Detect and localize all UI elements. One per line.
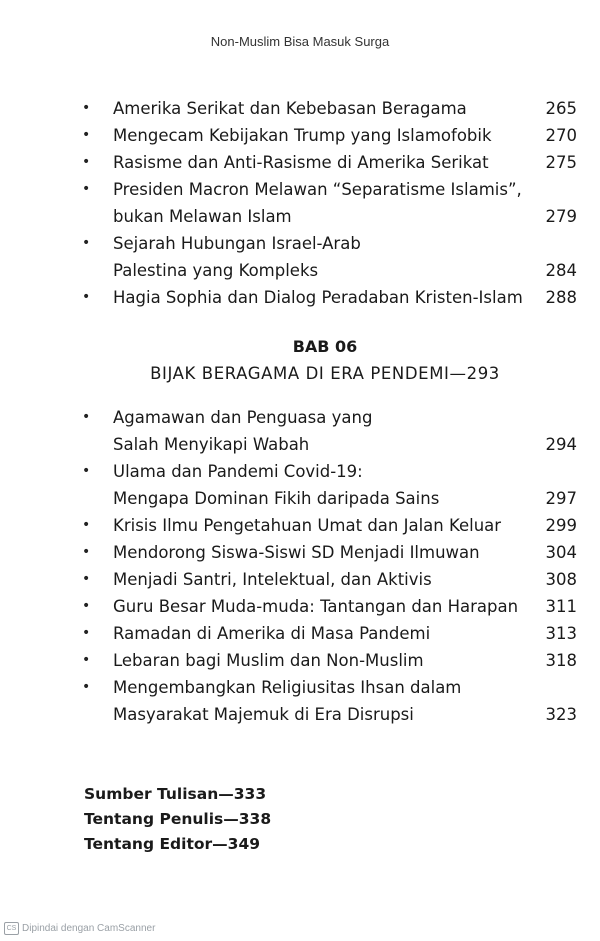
bullet-icon: • bbox=[82, 181, 91, 197]
toc-entry-line bbox=[82, 284, 577, 311]
running-head: Non-Muslim Bisa Masuk Surga bbox=[210, 34, 390, 49]
bullet-icon: • bbox=[82, 463, 91, 479]
toc-entry-title: Palestina yang Kompleks bbox=[113, 261, 319, 280]
toc-entry-line bbox=[82, 176, 577, 203]
toc-entry bbox=[82, 458, 577, 512]
toc-entry-line bbox=[82, 203, 577, 230]
toc-entry-line bbox=[82, 95, 577, 122]
toc-entry-title: Sejarah Hubungan Israel-Arab bbox=[113, 234, 361, 253]
toc-entry bbox=[82, 149, 577, 176]
bullet-icon: • bbox=[82, 652, 91, 668]
backmatter-item: Tentang Penulis—338 bbox=[84, 810, 272, 828]
bullet-icon: • bbox=[82, 154, 91, 170]
toc-page-number: 297 bbox=[545, 489, 577, 508]
toc-entry-title: bukan Melawan Islam bbox=[113, 207, 292, 226]
bullet-icon: • bbox=[82, 679, 91, 695]
toc-entry bbox=[82, 176, 577, 230]
toc-page-number: 313 bbox=[545, 624, 577, 643]
toc-page-number: 294 bbox=[545, 435, 577, 454]
toc-entry-line bbox=[82, 566, 577, 593]
toc-entry-title: Hagia Sophia dan Dialog Peradaban Kristen-Islam bbox=[113, 288, 523, 307]
toc-entry bbox=[82, 566, 577, 593]
backmatter-item: Tentang Editor—349 bbox=[84, 835, 261, 853]
toc-entry-title: Salah Menyikapi Wabah bbox=[113, 435, 310, 454]
bullet-icon: • bbox=[82, 289, 91, 305]
toc-entry-line bbox=[82, 647, 577, 674]
bullet-icon: • bbox=[82, 598, 91, 614]
toc-entry bbox=[82, 404, 577, 458]
toc-entry-line bbox=[82, 404, 577, 431]
toc-page-number: 318 bbox=[545, 651, 577, 670]
toc-entry bbox=[82, 620, 577, 647]
toc-entry-line bbox=[82, 122, 577, 149]
bullet-icon: • bbox=[82, 409, 91, 425]
bullet-icon: • bbox=[82, 235, 91, 251]
toc-entry-line bbox=[82, 458, 577, 485]
toc-entry-title: Masyarakat Majemuk di Era Disrupsi bbox=[113, 705, 414, 724]
toc-entry-line bbox=[82, 593, 577, 620]
toc-entry bbox=[82, 593, 577, 620]
toc-entry-title: Ramadan di Amerika di Masa Pandemi bbox=[113, 624, 431, 643]
toc-entry-title: Amerika Serikat dan Kebebasan Beragama bbox=[113, 99, 467, 118]
toc-entry-title: Agamawan dan Penguasa yang bbox=[113, 408, 373, 427]
toc-entry-line bbox=[82, 512, 577, 539]
toc-entry bbox=[82, 122, 577, 149]
toc-page-number: 279 bbox=[545, 207, 577, 226]
toc-entry-title: Guru Besar Muda-muda: Tantangan dan Harapan bbox=[113, 597, 519, 616]
toc-entry-title: Mengapa Dominan Fikih daripada Sains bbox=[113, 489, 440, 508]
toc-entry bbox=[82, 539, 577, 566]
toc-page-number: 323 bbox=[545, 705, 577, 724]
camscanner-logo-icon: CS bbox=[4, 922, 19, 935]
toc-entry-title: Mengecam Kebijakan Trump yang Islamofobik bbox=[113, 126, 492, 145]
toc-page-number: 270 bbox=[545, 126, 577, 145]
backmatter-list bbox=[84, 782, 271, 857]
toc-page-number: 288 bbox=[545, 288, 577, 307]
toc-list-section-one bbox=[82, 95, 577, 311]
toc-entry-line bbox=[82, 539, 577, 566]
toc-page-number: 299 bbox=[545, 516, 577, 535]
toc-entry-line bbox=[82, 485, 577, 512]
toc-entry-title: Mengembangkan Religiusitas Ihsan dalam bbox=[113, 678, 462, 697]
backmatter-item: Sumber Tulisan—333 bbox=[84, 785, 267, 803]
chapter-label: BAB 06 bbox=[292, 337, 358, 356]
toc-list-section-two bbox=[82, 404, 577, 728]
toc-entry-line bbox=[82, 674, 577, 701]
toc-entry-title: Lebaran bagi Muslim dan Non-Muslim bbox=[113, 651, 424, 670]
toc-entry bbox=[82, 230, 577, 284]
toc-page-number: 265 bbox=[545, 99, 577, 118]
toc-entry bbox=[82, 284, 577, 311]
toc-page-number: 304 bbox=[545, 543, 577, 562]
toc-entry bbox=[82, 647, 577, 674]
toc-entry-line bbox=[82, 620, 577, 647]
toc-entry-line bbox=[82, 257, 577, 284]
chapter-title: BIJAK BERAGAMA DI ERA PENDEMI—293 bbox=[150, 364, 500, 383]
toc-entry-title: Presiden Macron Melawan “Separatisme Islamis”, bbox=[113, 180, 522, 199]
toc-page-number: 311 bbox=[545, 597, 577, 616]
toc-entry-line bbox=[82, 230, 577, 257]
toc-entry-title: Ulama dan Pandemi Covid-19: bbox=[113, 462, 363, 481]
bullet-icon: • bbox=[82, 100, 91, 116]
toc-entry-title: Mendorong Siswa-Siswi SD Menjadi Ilmuwan bbox=[113, 543, 480, 562]
bullet-icon: • bbox=[82, 517, 91, 533]
bullet-icon: • bbox=[82, 544, 91, 560]
toc-entry bbox=[82, 674, 577, 728]
toc-entry-line bbox=[82, 149, 577, 176]
toc-entry-title: Krisis Ilmu Pengetahuan Umat dan Jalan Keluar bbox=[113, 516, 502, 535]
toc-entry-title: Rasisme dan Anti-Rasisme di Amerika Serikat bbox=[113, 153, 489, 172]
bullet-icon: • bbox=[82, 571, 91, 587]
toc-entry bbox=[82, 512, 577, 539]
toc-entry-line bbox=[82, 431, 577, 458]
toc-entry-line bbox=[82, 701, 577, 728]
scanner-watermark bbox=[4, 922, 155, 935]
toc-page-number: 275 bbox=[545, 153, 577, 172]
toc-entry-title: Menjadi Santri, Intelektual, dan Aktivis bbox=[113, 570, 432, 589]
toc-page-number: 284 bbox=[545, 261, 577, 280]
toc-page-number: 308 bbox=[545, 570, 577, 589]
bullet-icon: • bbox=[82, 127, 91, 143]
bullet-icon: • bbox=[82, 625, 91, 641]
toc-entry bbox=[82, 95, 577, 122]
scanner-watermark-text: Dipindai dengan CamScanner bbox=[22, 923, 156, 934]
